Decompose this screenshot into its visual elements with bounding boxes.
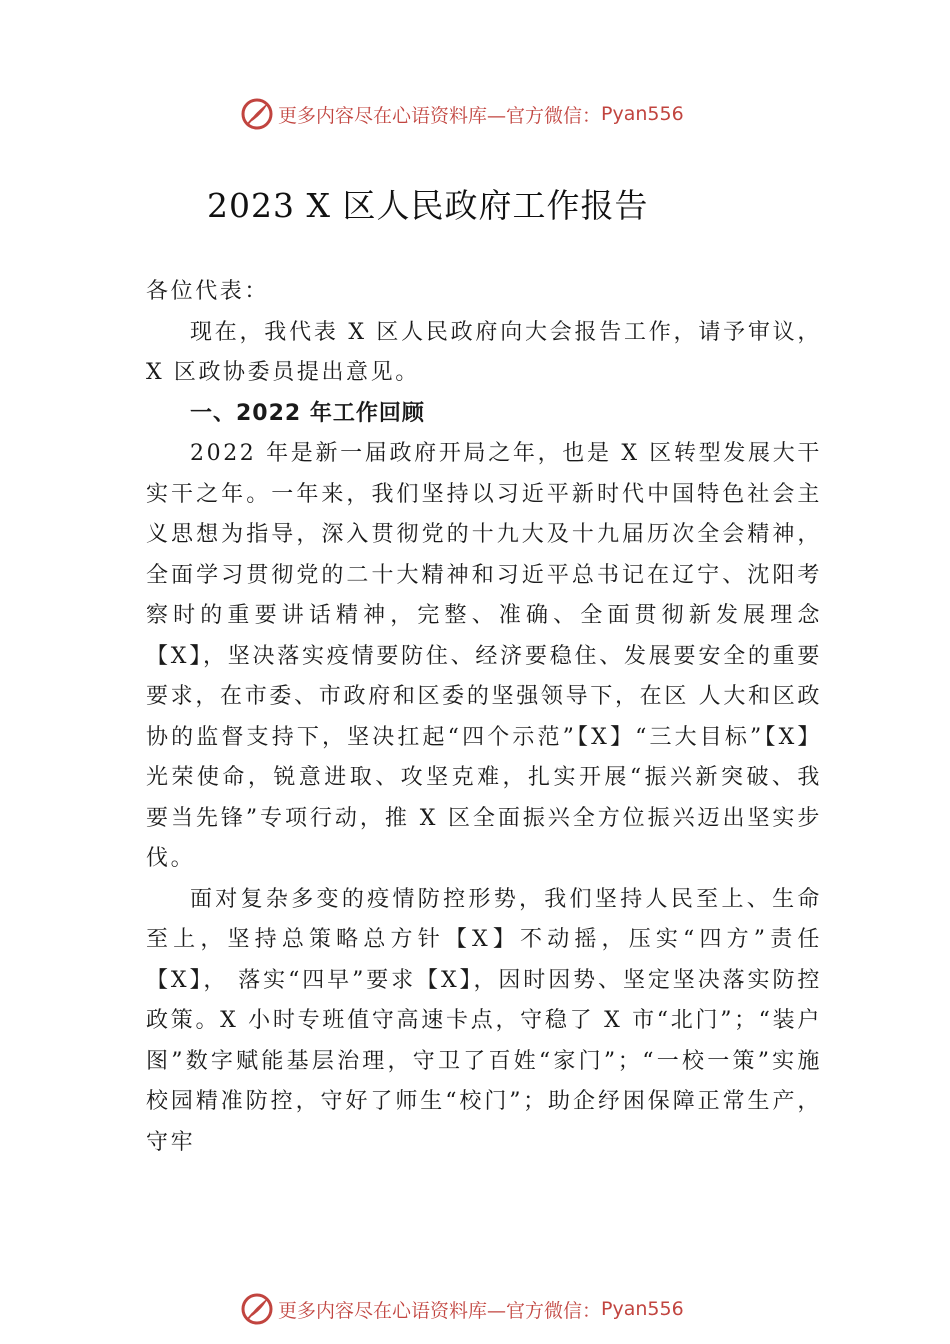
banner-text: 更多内容尽在心语资料库—官方微信： bbox=[278, 104, 602, 127]
footer-banner bbox=[240, 1291, 684, 1327]
paragraph-intro: 现在，我代表 X 区人民政府向大会报告工作，请予审议，X 区政协委员提出意见。 bbox=[146, 319, 822, 385]
paragraph-epidemic: 面对复杂多变的疫情防控形势，我们坚持人民至上、生命至上，坚持总策略总方针【X】不动摇，压实“四方”责任【X】， 落实“四早”要求【X】，因时因势、坚定坚决落实防控政策。X 小时专班值守高速卡点，守稳了 X 市“北门”；“装户图”数字赋能基层治理，守卫了百姓“家门”；“一校一策”实施校园精准防控，守好了师生“校门”；助企纾困保障正常生产，守牢 bbox=[146, 886, 822, 1155]
paragraph-review: 2022 年是新一届政府开局之年，也是 X 区转型发展大干实干之年。一年来，我们坚持以习近平新时代中国特色社会主义思想为指导，深入贯彻党的十九大及十九届历次全会精神，全面学习贯彻党的二十大精神和习近平总书记在辽宁、沈阳考察时的重要讲话精神，完整、准确、全面贯彻新发展理念【X】，坚决落实疫情要防住、经济要稳住、发展要安全的重要要求，在市委、市政府和区委的坚强领导下，在区 人大和区政协的监督支持下，坚决扛起“四个示范”【X】“三大目标”【X】光荣使命，锐意进取、攻坚克难，扎实开展“振兴新突破、我要当先锋”专项行动，推 X 区全面振兴全方位振兴迈出坚实步伐。 bbox=[146, 441, 822, 871]
salutation: 各位代表： bbox=[146, 279, 270, 304]
banner-wechat-id: Pyan556 bbox=[601, 1298, 684, 1320]
quill-logo-icon bbox=[240, 1292, 274, 1326]
banner-text: 更多内容尽在心语资料库—官方微信： bbox=[278, 1299, 602, 1322]
banner-wechat-id: Pyan556 bbox=[601, 103, 684, 125]
document-body bbox=[146, 272, 822, 1163]
header-banner bbox=[240, 96, 684, 132]
section-heading: 一、2022 年工作回顾 bbox=[190, 400, 425, 426]
quill-logo-icon bbox=[240, 97, 274, 131]
document-title: 2023 X 区人民政府工作报告 bbox=[207, 186, 649, 225]
